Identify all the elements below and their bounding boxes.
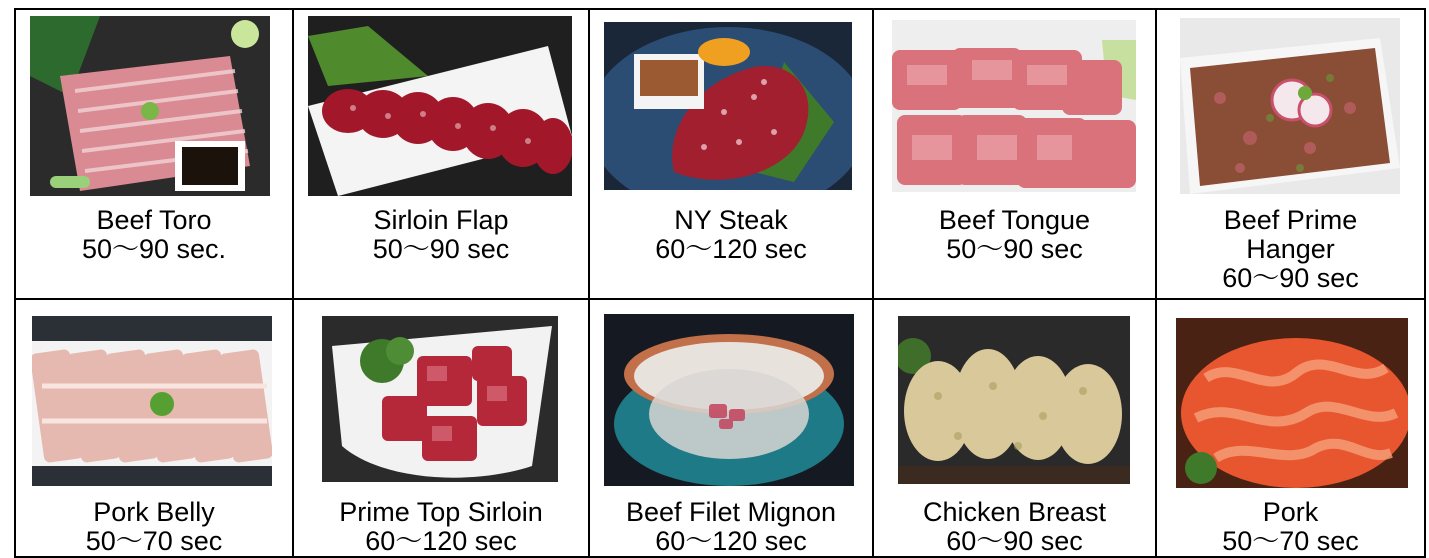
ny-steak-photo bbox=[604, 22, 852, 190]
item-time: 60～120 sec bbox=[655, 526, 807, 556]
pork-photo bbox=[1176, 318, 1408, 488]
item-name: Beef Filet Mignon bbox=[625, 497, 837, 527]
item-label bbox=[294, 206, 588, 264]
item-label bbox=[1157, 498, 1424, 556]
item-time: 50～90 sec bbox=[946, 234, 1083, 264]
sirloin-flap-photo bbox=[308, 16, 572, 196]
item-name: Beef Toro bbox=[96, 205, 212, 235]
item-name: Pork Belly bbox=[93, 497, 215, 527]
prime-top-sirloin-photo bbox=[322, 316, 558, 482]
item-label bbox=[874, 206, 1155, 264]
item-name: Prime Top Sirloin bbox=[339, 497, 543, 527]
item-time: 60～90 sec bbox=[1222, 263, 1359, 293]
item-name-line1: Beef Prime bbox=[1223, 205, 1358, 235]
item-name: Beef Tongue bbox=[938, 205, 1091, 235]
item-label bbox=[294, 498, 588, 556]
chicken-breast-photo bbox=[898, 316, 1130, 484]
item-time: 50～90 sec bbox=[372, 234, 510, 264]
beef-filet-mignon-photo bbox=[604, 314, 854, 486]
item-time: 50～70 sec bbox=[1222, 526, 1359, 556]
item-label bbox=[16, 498, 292, 556]
pork-belly-photo bbox=[32, 316, 272, 486]
item-time: 50～70 sec bbox=[85, 526, 223, 556]
item-name: Pork bbox=[1262, 497, 1319, 527]
grid-divider bbox=[292, 10, 294, 556]
menu-grid bbox=[14, 8, 1426, 558]
item-time: 60～120 sec bbox=[655, 234, 807, 264]
item-time: 60～120 sec bbox=[365, 526, 517, 556]
item-name: Sirloin Flap bbox=[373, 205, 509, 235]
beef-tongue-photo bbox=[892, 20, 1136, 192]
grid-divider bbox=[872, 10, 874, 556]
item-label bbox=[874, 498, 1155, 556]
item-label bbox=[1157, 206, 1424, 293]
item-name: NY Steak bbox=[674, 205, 788, 235]
item-name-line2: Hanger bbox=[1246, 234, 1335, 264]
beef-toro-photo bbox=[30, 16, 270, 196]
beef-prime-hanger-photo bbox=[1180, 18, 1400, 194]
grid-divider bbox=[16, 298, 1424, 300]
item-label bbox=[590, 206, 872, 264]
item-label bbox=[590, 498, 872, 556]
grid-divider bbox=[588, 10, 590, 556]
item-label bbox=[16, 206, 292, 264]
item-time: 50～90 sec. bbox=[81, 234, 227, 264]
item-time: 60～90 sec bbox=[946, 526, 1083, 556]
item-name: Chicken Breast bbox=[922, 497, 1107, 527]
